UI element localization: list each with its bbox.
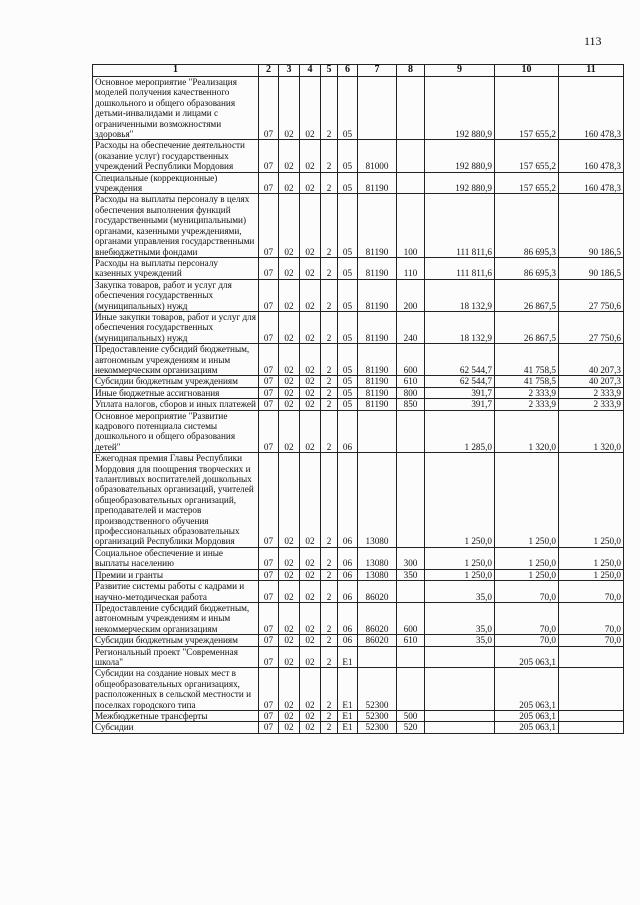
row-cell-col-2: 07 xyxy=(259,710,279,721)
table-row xyxy=(93,194,624,257)
row-cell-col-9: 391,7 xyxy=(425,387,495,398)
row-cell-col-3: 02 xyxy=(279,635,300,646)
row-name-cell: Закупка товаров, работ и услуг для обеспечения государственных (муниципальных) нужд xyxy=(93,279,259,311)
row-cell-col-8: 610 xyxy=(397,635,425,646)
column-header: 1 xyxy=(93,65,259,77)
row-cell-col-8: 240 xyxy=(397,311,425,343)
row-cell-col-6: 05 xyxy=(338,399,358,410)
row-cell-col-2: 07 xyxy=(259,376,279,387)
row-name-cell: Межбюджетные трансферты xyxy=(93,710,259,721)
row-cell-col-8 xyxy=(397,410,425,453)
row-cell-col-7: 13080 xyxy=(358,547,397,569)
row-cell-col-9: 192 880,9 xyxy=(425,140,495,172)
row-cell-col-7: 81190 xyxy=(358,311,397,343)
row-cell-col-5: 2 xyxy=(321,453,338,548)
row-cell-col-3: 02 xyxy=(279,410,300,453)
row-name-cell: Основное мероприятие "Реализация моделей получения качественного дошкольного и общего образования детьми-инвалидами и лицами с ограниченными возможностями здоровья" xyxy=(93,77,259,140)
row-name-cell: Субсидии бюджетным учреждениям xyxy=(93,376,259,387)
row-cell-col-7: 81190 xyxy=(358,257,397,279)
row-cell-col-10: 2 333,9 xyxy=(495,387,559,398)
row-cell-col-5: 2 xyxy=(321,547,338,569)
row-cell-col-9: 192 880,9 xyxy=(425,172,495,194)
row-cell-col-4: 02 xyxy=(300,453,321,548)
row-cell-col-8: 600 xyxy=(397,344,425,376)
row-name-cell: Социальное обеспечение и иные выплаты населению xyxy=(93,547,259,569)
row-cell-col-11: 1 320,0 xyxy=(559,410,624,453)
column-header: 11 xyxy=(559,65,624,77)
row-cell-col-10: 157 655,2 xyxy=(495,77,559,140)
row-cell-col-2: 07 xyxy=(259,344,279,376)
row-name-cell: Предоставление субсидий бюджетным, автономным учреждениям и иным некоммерческим организациям xyxy=(93,344,259,376)
row-cell-col-7: 81190 xyxy=(358,376,397,387)
row-cell-col-5: 2 xyxy=(321,410,338,453)
row-cell-col-4: 02 xyxy=(300,194,321,257)
row-cell-col-10: 2 333,9 xyxy=(495,399,559,410)
row-cell-col-10: 205 063,1 xyxy=(495,722,559,733)
row-cell-col-3: 02 xyxy=(279,194,300,257)
row-cell-col-6: 05 xyxy=(338,77,358,140)
row-cell-col-2: 07 xyxy=(259,140,279,172)
row-name-cell: Предоставление субсидий бюджетным, автономным учреждениям и иным некоммерческим организациям xyxy=(93,602,259,634)
row-cell-col-4: 02 xyxy=(300,344,321,376)
row-cell-col-8 xyxy=(397,77,425,140)
row-cell-col-3: 02 xyxy=(279,602,300,634)
row-cell-col-11: 1 250,0 xyxy=(559,453,624,548)
column-header: 5 xyxy=(321,65,338,77)
row-cell-col-4: 02 xyxy=(300,602,321,634)
row-name-cell: Субсидии бюджетным учреждениям xyxy=(93,635,259,646)
row-cell-col-3: 02 xyxy=(279,569,300,580)
row-cell-col-8: 100 xyxy=(397,194,425,257)
row-cell-col-7: 81190 xyxy=(358,387,397,398)
row-cell-col-5: 2 xyxy=(321,722,338,733)
row-cell-col-9: 111 811,6 xyxy=(425,257,495,279)
table-body xyxy=(93,77,624,734)
row-cell-col-6: E1 xyxy=(338,668,358,711)
row-cell-col-7: 52300 xyxy=(358,722,397,733)
row-cell-col-5: 2 xyxy=(321,668,338,711)
row-cell-col-8: 610 xyxy=(397,376,425,387)
row-cell-col-8 xyxy=(397,453,425,548)
row-cell-col-11: 70,0 xyxy=(559,635,624,646)
row-cell-col-4: 02 xyxy=(300,77,321,140)
column-header: 2 xyxy=(259,65,279,77)
table-row xyxy=(93,387,624,398)
row-name-cell: Иные закупки товаров, работ и услуг для обеспечения государственных (муниципальных) нужд xyxy=(93,311,259,343)
row-cell-col-5: 2 xyxy=(321,710,338,721)
column-header: 3 xyxy=(279,65,300,77)
row-cell-col-7: 13080 xyxy=(358,453,397,548)
row-cell-col-11: 40 207,3 xyxy=(559,344,624,376)
column-header: 10 xyxy=(495,65,559,77)
row-cell-col-4: 02 xyxy=(300,668,321,711)
row-cell-col-9 xyxy=(425,722,495,733)
column-header: 8 xyxy=(397,65,425,77)
row-cell-col-10: 41 758,5 xyxy=(495,344,559,376)
row-cell-col-9: 35,0 xyxy=(425,635,495,646)
table-row xyxy=(93,453,624,548)
row-cell-col-4: 02 xyxy=(300,311,321,343)
row-cell-col-10: 157 655,2 xyxy=(495,140,559,172)
row-cell-col-10: 1 250,0 xyxy=(495,547,559,569)
row-cell-col-8 xyxy=(397,646,425,668)
row-cell-col-11: 160 478,3 xyxy=(559,140,624,172)
row-cell-col-6: 05 xyxy=(338,194,358,257)
row-cell-col-7: 13080 xyxy=(358,569,397,580)
row-cell-col-9: 111 811,6 xyxy=(425,194,495,257)
row-cell-col-3: 02 xyxy=(279,581,300,603)
row-cell-col-6: 05 xyxy=(338,344,358,376)
row-cell-col-8 xyxy=(397,140,425,172)
row-cell-col-9: 1 250,0 xyxy=(425,547,495,569)
row-cell-col-8 xyxy=(397,172,425,194)
row-cell-col-11 xyxy=(559,646,624,668)
row-cell-col-2: 07 xyxy=(259,635,279,646)
row-cell-col-3: 02 xyxy=(279,646,300,668)
row-cell-col-10: 26 867,5 xyxy=(495,311,559,343)
row-cell-col-11: 27 750,6 xyxy=(559,311,624,343)
row-cell-col-2: 07 xyxy=(259,257,279,279)
row-cell-col-7: 52300 xyxy=(358,710,397,721)
row-cell-col-6: 05 xyxy=(338,387,358,398)
row-name-cell: Уплата налогов, сборов и иных платежей xyxy=(93,399,259,410)
row-name-cell: Региональный проект "Современная школа" xyxy=(93,646,259,668)
row-cell-col-4: 02 xyxy=(300,172,321,194)
row-cell-col-7: 86020 xyxy=(358,602,397,634)
row-name-cell: Основное мероприятие "Развитие кадрового потенциала системы дошкольного и общего образования детей" xyxy=(93,410,259,453)
row-cell-col-7: 52300 xyxy=(358,668,397,711)
row-cell-col-5: 2 xyxy=(321,77,338,140)
row-cell-col-6: E1 xyxy=(338,710,358,721)
row-cell-col-11: 160 478,3 xyxy=(559,172,624,194)
row-cell-col-2: 07 xyxy=(259,453,279,548)
row-cell-col-9 xyxy=(425,710,495,721)
row-cell-col-3: 02 xyxy=(279,172,300,194)
row-cell-col-3: 02 xyxy=(279,668,300,711)
row-cell-col-4: 02 xyxy=(300,140,321,172)
row-cell-col-8: 600 xyxy=(397,602,425,634)
row-cell-col-9: 192 880,9 xyxy=(425,77,495,140)
row-cell-col-11 xyxy=(559,722,624,733)
row-cell-col-5: 2 xyxy=(321,311,338,343)
row-cell-col-10: 70,0 xyxy=(495,635,559,646)
row-cell-col-11: 2 333,9 xyxy=(559,387,624,398)
table-row xyxy=(93,646,624,668)
row-cell-col-4: 02 xyxy=(300,376,321,387)
row-name-cell: Субсидии на создание новых мест в общеобразовательных организациях, расположенных в сельской местности и поселках городского типа xyxy=(93,668,259,711)
row-cell-col-10: 86 695,3 xyxy=(495,257,559,279)
table-row xyxy=(93,722,624,733)
row-cell-col-4: 02 xyxy=(300,547,321,569)
table-row xyxy=(93,399,624,410)
row-cell-col-11: 90 186,5 xyxy=(559,194,624,257)
row-cell-col-10: 70,0 xyxy=(495,581,559,603)
row-name-cell: Субсидии xyxy=(93,722,259,733)
row-cell-col-11: 1 250,0 xyxy=(559,569,624,580)
row-cell-col-8: 800 xyxy=(397,387,425,398)
table-row xyxy=(93,77,624,140)
row-cell-col-10: 1 250,0 xyxy=(495,569,559,580)
row-cell-col-11: 70,0 xyxy=(559,581,624,603)
row-cell-col-7: 81000 xyxy=(358,140,397,172)
row-cell-col-2: 07 xyxy=(259,602,279,634)
row-cell-col-3: 02 xyxy=(279,399,300,410)
table-row xyxy=(93,410,624,453)
row-cell-col-3: 02 xyxy=(279,376,300,387)
row-cell-col-8: 520 xyxy=(397,722,425,733)
row-cell-col-4: 02 xyxy=(300,410,321,453)
row-cell-col-6: E1 xyxy=(338,646,358,668)
column-header: 7 xyxy=(358,65,397,77)
row-cell-col-2: 07 xyxy=(259,311,279,343)
row-cell-col-7: 81190 xyxy=(358,279,397,311)
row-name-cell: Расходы на выплаты персоналу в целях обеспечения выполнения функций государственными (муниципальными) органами, казенными учреждениями, органами управления государственными внебюджетными фондами xyxy=(93,194,259,257)
row-cell-col-7: 81190 xyxy=(358,399,397,410)
row-cell-col-7 xyxy=(358,77,397,140)
row-cell-col-10: 205 063,1 xyxy=(495,646,559,668)
row-cell-col-4: 02 xyxy=(300,581,321,603)
row-cell-col-7: 81190 xyxy=(358,172,397,194)
column-header: 6 xyxy=(338,65,358,77)
row-cell-col-11: 1 250,0 xyxy=(559,547,624,569)
table-row xyxy=(93,547,624,569)
table-row xyxy=(93,581,624,603)
row-cell-col-2: 07 xyxy=(259,668,279,711)
row-cell-col-4: 02 xyxy=(300,710,321,721)
row-cell-col-5: 2 xyxy=(321,344,338,376)
row-cell-col-6: 05 xyxy=(338,140,358,172)
row-cell-col-2: 07 xyxy=(259,722,279,733)
page-number: 113 xyxy=(584,34,602,48)
row-cell-col-7: 81190 xyxy=(358,344,397,376)
row-name-cell: Специальные (коррекционные) учреждения xyxy=(93,172,259,194)
row-cell-col-2: 07 xyxy=(259,569,279,580)
row-cell-col-9 xyxy=(425,646,495,668)
row-cell-col-10: 86 695,3 xyxy=(495,194,559,257)
row-cell-col-6: 05 xyxy=(338,311,358,343)
row-cell-col-5: 2 xyxy=(321,581,338,603)
row-cell-col-11 xyxy=(559,668,624,711)
row-cell-col-3: 02 xyxy=(279,344,300,376)
row-cell-col-10: 157 655,2 xyxy=(495,172,559,194)
table-row xyxy=(93,311,624,343)
row-cell-col-8: 110 xyxy=(397,257,425,279)
row-cell-col-10: 70,0 xyxy=(495,602,559,634)
row-cell-col-5: 2 xyxy=(321,279,338,311)
row-cell-col-7: 86020 xyxy=(358,635,397,646)
row-cell-col-2: 07 xyxy=(259,387,279,398)
table-row xyxy=(93,257,624,279)
row-cell-col-9: 1 285,0 xyxy=(425,410,495,453)
row-cell-col-3: 02 xyxy=(279,77,300,140)
table-row xyxy=(93,279,624,311)
table-row xyxy=(93,376,624,387)
row-cell-col-9 xyxy=(425,668,495,711)
row-cell-col-6: 05 xyxy=(338,376,358,387)
table-row xyxy=(93,344,624,376)
row-cell-col-8 xyxy=(397,668,425,711)
table-row xyxy=(93,172,624,194)
row-cell-col-4: 02 xyxy=(300,387,321,398)
row-cell-col-3: 02 xyxy=(279,722,300,733)
row-cell-col-6: E1 xyxy=(338,722,358,733)
row-cell-col-4: 02 xyxy=(300,257,321,279)
row-cell-col-11: 27 750,6 xyxy=(559,279,624,311)
row-name-cell: Расходы на обеспечение деятельности (оказание услуг) государственных учреждений Республики Мордовия xyxy=(93,140,259,172)
row-cell-col-6: 05 xyxy=(338,172,358,194)
column-header: 4 xyxy=(300,65,321,77)
row-cell-col-10: 26 867,5 xyxy=(495,279,559,311)
row-cell-col-7: 81190 xyxy=(358,194,397,257)
row-cell-col-9: 35,0 xyxy=(425,602,495,634)
row-cell-col-8: 300 xyxy=(397,547,425,569)
row-cell-col-5: 2 xyxy=(321,569,338,580)
row-cell-col-2: 07 xyxy=(259,279,279,311)
row-cell-col-9: 62 544,7 xyxy=(425,344,495,376)
row-cell-col-6: 06 xyxy=(338,635,358,646)
row-cell-col-6: 06 xyxy=(338,569,358,580)
table-row xyxy=(93,602,624,634)
row-cell-col-5: 2 xyxy=(321,172,338,194)
row-name-cell: Премии и гранты xyxy=(93,569,259,580)
row-cell-col-2: 07 xyxy=(259,410,279,453)
column-header: 9 xyxy=(425,65,495,77)
table-row xyxy=(93,635,624,646)
row-cell-col-10: 205 063,1 xyxy=(495,710,559,721)
budget-table xyxy=(92,64,624,734)
table-row xyxy=(93,668,624,711)
row-cell-col-11: 40 207,3 xyxy=(559,376,624,387)
row-cell-col-8: 500 xyxy=(397,710,425,721)
row-cell-col-8: 850 xyxy=(397,399,425,410)
row-cell-col-6: 06 xyxy=(338,410,358,453)
row-cell-col-9: 1 250,0 xyxy=(425,453,495,548)
row-cell-col-2: 07 xyxy=(259,172,279,194)
row-cell-col-4: 02 xyxy=(300,569,321,580)
row-cell-col-5: 2 xyxy=(321,194,338,257)
row-cell-col-10: 205 063,1 xyxy=(495,668,559,711)
row-cell-col-6: 06 xyxy=(338,547,358,569)
row-cell-col-6: 06 xyxy=(338,453,358,548)
row-cell-col-7 xyxy=(358,646,397,668)
header-row xyxy=(93,65,624,77)
row-cell-col-4: 02 xyxy=(300,635,321,646)
row-cell-col-4: 02 xyxy=(300,722,321,733)
row-cell-col-3: 02 xyxy=(279,453,300,548)
row-cell-col-5: 2 xyxy=(321,635,338,646)
row-cell-col-11: 90 186,5 xyxy=(559,257,624,279)
row-cell-col-8 xyxy=(397,581,425,603)
row-cell-col-5: 2 xyxy=(321,387,338,398)
row-cell-col-9: 35,0 xyxy=(425,581,495,603)
row-cell-col-6: 06 xyxy=(338,581,358,603)
row-name-cell: Ежегодная премия Главы Республики Мордовия для поощрения творческих и талантливых воспитателей дошкольных образовательных организаций, учителей общеобразовательных организаций, преподавателей и мастеров производственного обучения профессиональных образовательных организаций Республики Мордовия xyxy=(93,453,259,548)
row-cell-col-9: 62 544,7 xyxy=(425,376,495,387)
row-cell-col-10: 1 320,0 xyxy=(495,410,559,453)
row-cell-col-8: 350 xyxy=(397,569,425,580)
row-cell-col-9: 391,7 xyxy=(425,399,495,410)
row-cell-col-4: 02 xyxy=(300,646,321,668)
row-name-cell: Расходы на выплаты персоналу казенных учреждений xyxy=(93,257,259,279)
row-cell-col-2: 07 xyxy=(259,646,279,668)
row-cell-col-11: 160 478,3 xyxy=(559,77,624,140)
row-cell-col-6: 06 xyxy=(338,602,358,634)
row-cell-col-11 xyxy=(559,710,624,721)
row-cell-col-11: 2 333,9 xyxy=(559,399,624,410)
row-cell-col-3: 02 xyxy=(279,279,300,311)
row-cell-col-6: 05 xyxy=(338,257,358,279)
row-cell-col-5: 2 xyxy=(321,140,338,172)
row-cell-col-9: 18 132,9 xyxy=(425,279,495,311)
table-row xyxy=(93,140,624,172)
row-cell-col-2: 07 xyxy=(259,194,279,257)
row-cell-col-3: 02 xyxy=(279,311,300,343)
row-name-cell: Иные бюджетные ассигнования xyxy=(93,387,259,398)
row-cell-col-3: 02 xyxy=(279,257,300,279)
row-cell-col-5: 2 xyxy=(321,399,338,410)
row-cell-col-5: 2 xyxy=(321,376,338,387)
row-cell-col-2: 07 xyxy=(259,399,279,410)
row-cell-col-5: 2 xyxy=(321,257,338,279)
row-cell-col-2: 07 xyxy=(259,581,279,603)
row-cell-col-7: 86020 xyxy=(358,581,397,603)
row-cell-col-9: 1 250,0 xyxy=(425,569,495,580)
row-cell-col-2: 07 xyxy=(259,547,279,569)
row-cell-col-11: 70,0 xyxy=(559,602,624,634)
row-cell-col-3: 02 xyxy=(279,547,300,569)
row-name-cell: Развитие системы работы с кадрами и научно-методическая работа xyxy=(93,581,259,603)
row-cell-col-5: 2 xyxy=(321,602,338,634)
row-cell-col-3: 02 xyxy=(279,140,300,172)
row-cell-col-3: 02 xyxy=(279,387,300,398)
row-cell-col-8: 200 xyxy=(397,279,425,311)
row-cell-col-4: 02 xyxy=(300,279,321,311)
row-cell-col-4: 02 xyxy=(300,399,321,410)
row-cell-col-3: 02 xyxy=(279,710,300,721)
table-row xyxy=(93,569,624,580)
row-cell-col-9: 18 132,9 xyxy=(425,311,495,343)
row-cell-col-2: 07 xyxy=(259,77,279,140)
table-row xyxy=(93,710,624,721)
row-cell-col-10: 1 250,0 xyxy=(495,453,559,548)
row-cell-col-10: 41 758,5 xyxy=(495,376,559,387)
row-cell-col-6: 05 xyxy=(338,279,358,311)
row-cell-col-5: 2 xyxy=(321,646,338,668)
row-cell-col-7 xyxy=(358,410,397,453)
